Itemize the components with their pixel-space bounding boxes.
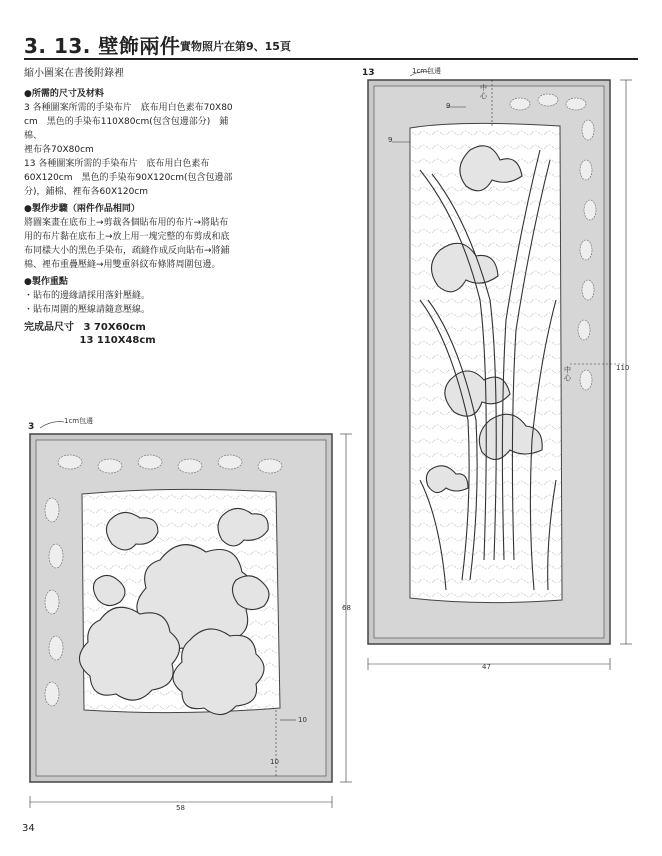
figure-13-height: 110: [616, 364, 630, 372]
figure-3-number: 3: [28, 422, 35, 432]
note-text: 縮小圖案在書後附錄裡: [24, 68, 124, 79]
figure-13-center-right: 中心: [564, 366, 571, 382]
materials-heading: ●所需的尺寸及材料: [24, 89, 104, 99]
materials-line: 分)，鋪棉、裡布各60X120cm: [24, 187, 149, 197]
steps-line: 將圖案畫在底布上→剪裁各個貼布用的布片→將貼布: [24, 218, 229, 228]
figure-13-dim-9-top: 9: [446, 102, 451, 110]
figure-13-number: 13: [362, 68, 375, 78]
figure-3-binding-note: 1cm包邊: [64, 417, 94, 425]
materials-line: 3 各種圖案所需的手染布片 底布用白色素布70X80: [24, 103, 233, 113]
points-line: ・貼布的邊緣請採用落針壓縫。: [24, 291, 151, 301]
finished-size-3: 3 70X60cm: [83, 322, 146, 333]
materials-line: 60X120cm 黑色的手染布90X120cm(包含包邊部: [24, 173, 233, 183]
points-line: ・貼布周圍的壓線請隨意壓線。: [24, 305, 151, 315]
figure-13-panel: [368, 72, 632, 671]
photo-reference: 實物照片在第9、15頁: [180, 40, 291, 53]
page-number: 34: [22, 823, 35, 834]
steps-line: 用的布片黏在底布上→放上用一塊完整的布剪成和底: [24, 232, 230, 242]
points-heading: ●製作重點: [24, 277, 68, 287]
steps-line: 棉、裡布重疊壓縫→用雙重斜紋布條將周圍包邊。: [24, 260, 221, 270]
figure-3-panel: [30, 422, 352, 808]
figure-3-dim-10-bottom: 10: [270, 758, 279, 766]
steps-line: 布同樣大小的黑色手染布，疏縫作成反向貼布→將鋪: [24, 246, 230, 256]
materials-line: 裡布各70X80cm: [24, 145, 94, 155]
materials-line: cm 黑色的手染布110X80cm(包含包邊部分) 鋪棉、: [24, 117, 229, 141]
finished-size-label: 完成品尺寸: [24, 322, 74, 333]
figure-13-dim-9-side: 9: [388, 136, 393, 144]
page-title: 3. 13. 壁飾兩件: [24, 34, 181, 58]
figure-13-binding-note: 1cm包邊: [412, 67, 442, 75]
steps-heading: ●製作步驟（兩件作品相同）: [24, 204, 140, 214]
figure-13-width: 47: [482, 663, 491, 671]
figure-3-height: 68: [342, 604, 351, 612]
figure-3-width: 58: [176, 804, 185, 812]
finished-size-13: 13 110X48cm: [79, 335, 156, 346]
materials-line: 13 各種圖案所需的手染布片 底布用白色素布: [24, 159, 210, 169]
figure-13-center-top: 中心: [480, 84, 487, 100]
figure-3-dim-10-side: 10: [298, 716, 307, 724]
